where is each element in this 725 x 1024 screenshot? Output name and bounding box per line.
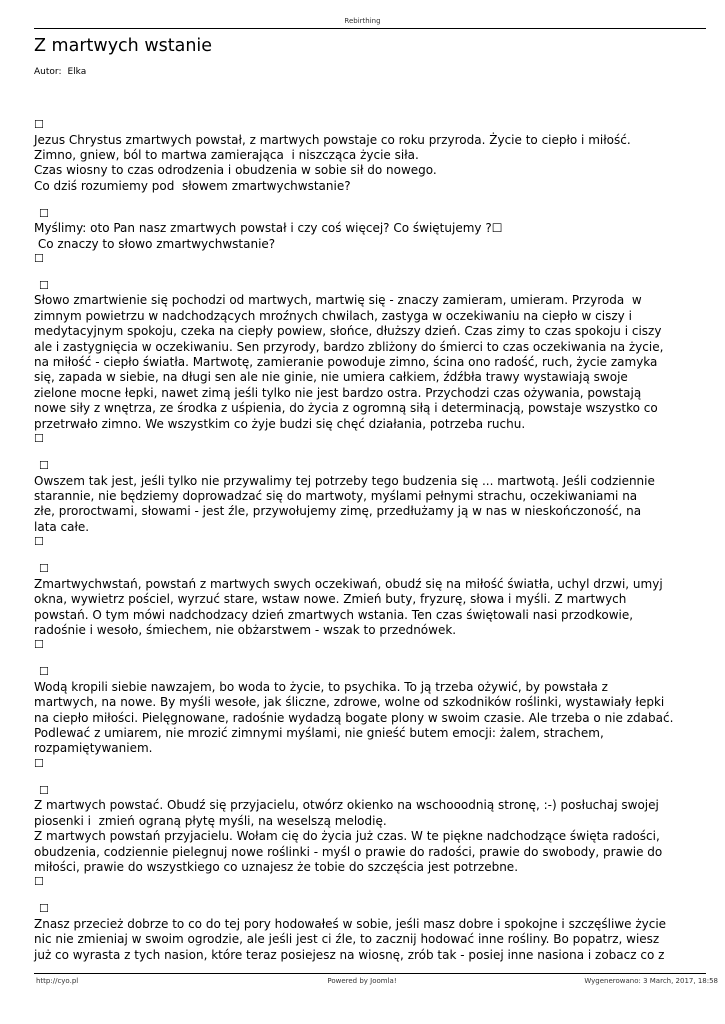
paragraph-line: miłości, prawie do wszystkiego co uznajesz że tobie do szczęścia jest potrzebne. (34, 860, 519, 874)
paragraph-line: Czas wiosny to czas odrodzenia i obudzenia w sobie sił do nowego. (34, 163, 437, 178)
missing-glyph-box: ☐ (39, 206, 49, 220)
paragraph-line: nic nie zmieniaj w swoim ogrodzie, ale jeśli jest ci źle, to zacznij hodować inne rośliny. Bo popatrz, wiesz (34, 932, 660, 947)
missing-glyph-box: ☐ (39, 902, 49, 916)
article-paragraph (34, 562, 706, 653)
paragraph-line: rozpamiętywaniem. (34, 741, 153, 756)
missing-glyph-box: ☐ (34, 638, 44, 652)
paragraph-line: Słowo zmartwienie się pochodzi od martwych, martwię się - znaczy zamieram, umieram. Przyroda w (34, 293, 642, 308)
missing-glyph-box: ☐ (39, 783, 49, 797)
article-author (34, 67, 86, 77)
paragraph-line: na miłość - ciepło światła. Martwotę, zamieranie powoduje zimno, ścina ono radość, ruch, życie zamyka (34, 355, 658, 370)
footer-powered-by: Powered by Joomla! (327, 977, 397, 985)
paragraph-line: starannie, nie będziemy doprowadzać się do martwoty, myślami pełnymi strachu, oczekiwaniami na (34, 489, 638, 503)
missing-glyph-box: ☐ (34, 875, 44, 889)
missing-glyph-box: ☐ (34, 118, 44, 131)
paragraph-line: ale i zastygnięcia w oczekiwaniu. Sen przyrody, bardzo zbliżony do śmierci to czas oczekiwania na życie, (34, 339, 664, 354)
author-label: Autor: (34, 67, 62, 77)
article-paragraph (34, 784, 706, 890)
paragraph-line: przetrwało zimno. We wszystkim co żyje budzi się chęć działania, potrzeba ruchu. (34, 416, 526, 431)
footer-generated-date: Wygenerowano: 3 March, 2017, 18:58 (584, 977, 718, 985)
paragraph-line: piosenki i zmień ograną płytę myśli, na weselszą melodię. (34, 813, 387, 828)
missing-glyph-box: ☐ (34, 756, 44, 770)
missing-glyph-box: ☐ (39, 278, 49, 292)
paragraph-line: okna, wywietrz pościel, wyrzuć stare, wstaw nowe. Zmień buty, fryzurę, słowa i myśli. Z martwych (34, 592, 627, 607)
paragraph-line: na ciepło miłości. Pielęgnowane, radośnie wydadzą bogate plony w swoim czasie. Ale trzeba o nie zdabać. (34, 710, 674, 725)
paragraph-line: nowe siły z wnętrza, ze środka z uśpienia, do życia z ogromną siłą i determinacją, powstaje wszystko co (34, 401, 658, 416)
paragraph-line: Z martwych powstań przyjacielu. Wołam cię do życia już czas. W te piękne nadchodzące święta radości, (34, 829, 660, 844)
paragraph-line: lata całe. (34, 519, 90, 534)
paragraph-line: Podlewać z umiarem, nie mrozić zimnymi myślami, nie gnieść butem emocji: żalem, strachem, (34, 726, 604, 741)
paragraph-line: Wodą kropili siebie nawzajem, bo woda to życie, to psychika. To ją trzeba ożywić, by powstała z (34, 679, 608, 694)
missing-glyph-box: ☐ (39, 665, 49, 679)
article-paragraph (34, 665, 706, 771)
paragraph-line: Owszem tak jest, jeśli tylko nie przywalimy tej potrzeby tego budzenia się ... martwotą. Jeśli codziennie (34, 473, 655, 488)
paragraph-line: zielone mocne łepki, nawet zimą jeśli tylko nie jest bardzo ostra. Przychodzi czas ożywania, powstają (34, 385, 642, 400)
paragraph-line: Zimno, gniew, ból to martwa zamierająca i niszcząca życie siła. (34, 147, 419, 162)
paragraph-line: Co dziś rozumiemy pod słowem zmartwychwstanie? (34, 178, 351, 193)
missing-glyph-box: ☐ (34, 251, 44, 265)
paragraph-line: Co znaczy to słowo zmartwychwstanie? (34, 236, 276, 251)
paragraph-line: Myślimy: oto Pan nasz zmartwych powstał i czy coś więcej? Co świętujemy ?☐ (34, 221, 503, 236)
paragraph-line: medytacyjnym spokoju, czeka na ciepły powiew, słońce, dłuższy dzień. Czas zimy to czas spokoju i ciszy (34, 324, 662, 339)
paragraph-line: się, zapada w siebie, na długi sen ale nie ginie, nie umiera całkiem, źdźbła trawy wystawiają swoje (34, 370, 628, 385)
paragraph-line: Jezus Chrystus zmartwych powstał, z martwych powstaje co roku przyroda. Życie to ciepło i miłość. (34, 132, 631, 147)
missing-glyph-box: ☐ (39, 459, 49, 473)
header-divider (34, 28, 706, 29)
paragraph-line: zimnym powietrzu w nadchodzących mroźnych chwilach, zastyga w oczekiwaniu na ciepło w ciszy i (34, 308, 632, 323)
paragraph-line: martwych, na nowe. By myśli wesołe, jak śliczne, zdrowe, wolne od szkodników roślinki, wystawiały łepki (34, 695, 665, 710)
paragraph-line: Z martwych powstać. Obudź się przyjacielu, otwórz okienko na wschooodnią stronę, :-) posłuchaj swojej (34, 798, 659, 813)
article-title: Z martwych wstanie (34, 36, 213, 56)
article-paragraph (34, 118, 706, 194)
paragraph-line: Znasz przecież dobrze to co do tej pory hodowałeś w sobie, jeśli masz dobre i spokojne i szczęśliwe życie (34, 916, 667, 931)
article-paragraph (34, 207, 706, 267)
footer-divider (34, 973, 706, 974)
article-body (34, 118, 706, 976)
footer-site-link[interactable]: http://cyo.pl (36, 977, 79, 985)
paragraph-line: już co wyrasta z tych nasion, które teraz posiejesz na wiosnę, zrób tak - posiej inne nasiona i zobacz co z (34, 947, 665, 962)
paragraph-line: obudzenia, codziennie pielegnuj nowe roślinki - myśl o prawie do radości, prawie do swobody, prawie do (34, 844, 663, 859)
article-paragraph (34, 279, 706, 447)
author-name: Elka (67, 67, 87, 77)
paragraph-line: złe, proroctwami, słowami - jest źle, przywołujemy zimę, przedłużamy ją w nas w nieskończoność, na (34, 504, 642, 519)
article-paragraph (34, 459, 706, 550)
missing-glyph-box: ☐ (34, 535, 44, 549)
article-paragraph (34, 902, 706, 963)
missing-glyph-box: ☐ (39, 562, 49, 576)
site-header: Rebirthing (344, 17, 381, 25)
missing-glyph-box: ☐ (34, 432, 44, 446)
paragraph-line: radośnie i wesoło, śmiechem, nie obżarstwem - wszak to przednówek. (34, 622, 457, 637)
paragraph-line: Zmartwychwstań, powstań z martwych swych oczekiwań, obudź się na miłość światła, uchyl drzwi, umyj (34, 576, 663, 591)
paragraph-line: powstań. O tym mówi nadchodzacy dzień zmartwych wstania. Ten czas świętowali nasi przodkowie, (34, 607, 634, 622)
